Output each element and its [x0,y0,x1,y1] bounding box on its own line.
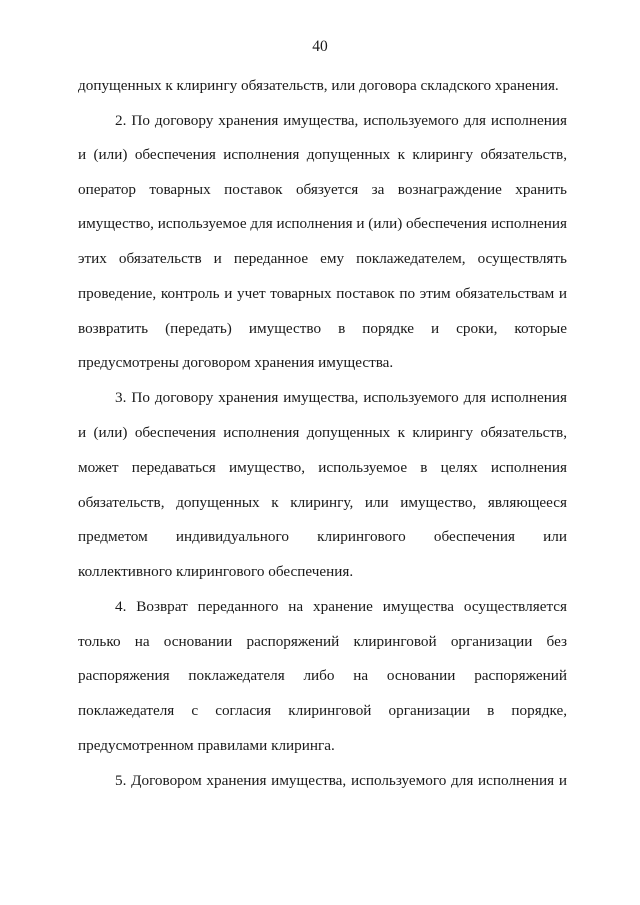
text-line: поклажедателя с согласия клиринговой организации в порядке, [78,702,567,719]
paragraph-4-first-line: 4. Возврат переданного на хранение имущества осуществляется [115,598,567,615]
text-line: и (или) обеспечения исполнения допущенных к клирингу обязательств, [78,424,567,441]
text-line: обязательств, допущенных к клирингу, или имущество, являющееся [78,494,567,511]
text-line: предметом индивидуального клирингового обеспечения или [78,528,567,545]
text-line: проведение, контроль и учет товарных поставок по этим обязательствам и [78,285,567,302]
text-line: может передаваться имущество, используемое в целях исполнения [78,459,567,476]
page-number: 40 [312,38,328,55]
text-line: имущество, используемое для исполнения и (или) обеспечения исполнения [78,215,568,232]
text-line: возвратить (передать) имущество в порядке и сроки, которые [78,320,567,337]
paragraph-5-first-line: 5. Договором хранения имущества, используемого для исполнения и [115,772,567,789]
text-line: предусмотрены договором хранения имущества. [78,354,394,371]
text-line: и (или) обеспечения исполнения допущенных к клирингу обязательств, [78,146,567,163]
text-line: распоряжения поклажедателя либо на основании распоряжений [78,667,567,684]
text-line: только на основании распоряжений клиринговой организации без [78,633,567,650]
paragraph-2-first-line: 2. По договору хранения имущества, используемого для исполнения [115,112,567,129]
text-line: коллективного клирингового обеспечения. [78,563,354,580]
text-line: предусмотренном правилами клиринга. [78,737,335,754]
text-line: этих обязательств и переданное ему поклажедателем, осуществлять [78,250,567,267]
text-line: оператор товарных поставок обязуется за вознаграждение хранить [78,181,567,198]
paragraph-3-first-line: 3. По договору хранения имущества, используемого для исполнения [115,389,567,406]
text-line: допущенных к клирингу обязательств, или договора складского хранения. [78,77,559,94]
